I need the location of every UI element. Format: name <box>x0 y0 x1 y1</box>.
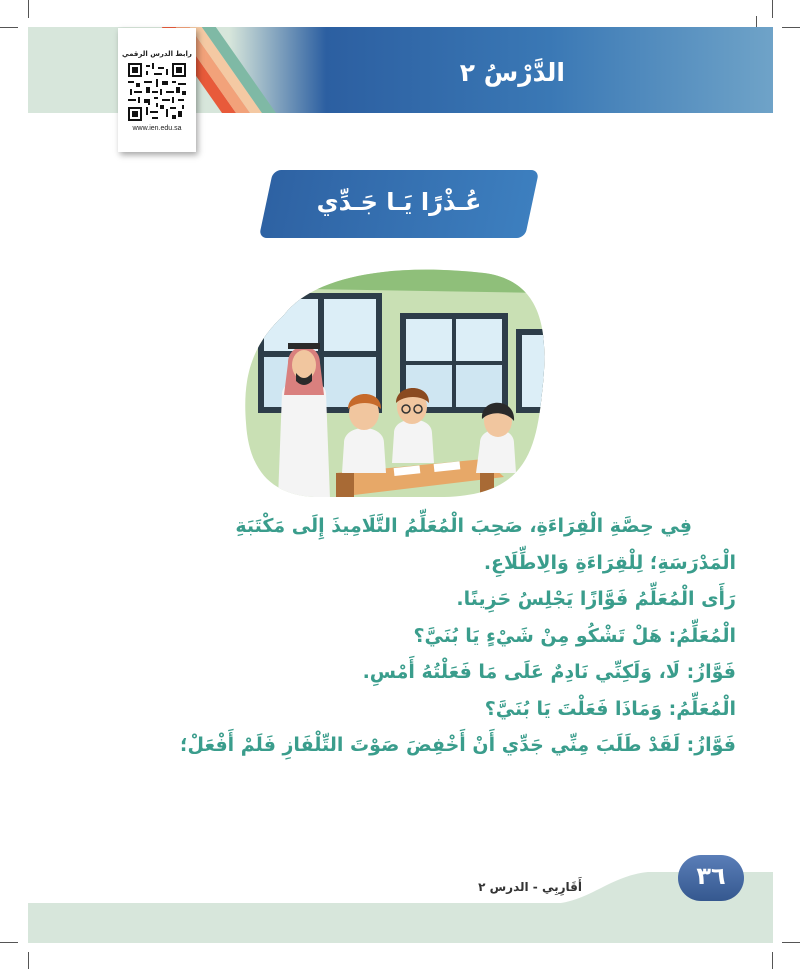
story-line: الْمَدْرَسَةِ؛ لِلْقِرَاءَةِ وَالِاطِّلَاعِ. <box>483 551 736 574</box>
lesson-title: عُـذْرًا يَـا جَـدِّي <box>316 188 482 216</box>
crop-mark <box>0 942 18 943</box>
crop-mark <box>28 952 29 969</box>
classroom-illustration <box>244 263 546 499</box>
crop-mark <box>28 0 29 18</box>
story-line: فَوَّازُ: لَا، وَلَكِنِّي نَادِمٌ عَلَى مَا فَعَلْتُهُ أَمْسِ. <box>362 661 736 683</box>
qr-code-icon[interactable] <box>128 63 186 121</box>
crop-mark <box>782 942 800 943</box>
crop-mark <box>772 952 773 969</box>
student-figure <box>342 394 386 473</box>
crop-mark <box>782 27 800 28</box>
story-text <box>40 508 736 764</box>
story-line: رَأَى الْمُعَلِّمُ فَوَّازًا يَجْلِسُ حَزِينًا. <box>456 588 736 610</box>
student-figure <box>392 388 434 463</box>
qr-url-link[interactable]: www.ien.edu.sa <box>132 125 182 132</box>
crop-mark <box>772 0 773 18</box>
story-line: فِي حِصَّةِ الْقِرَاءَةِ، صَحِبَ الْمُعَلِّمُ التَّلَامِيذَ إِلَى مَكْتَبَةِ <box>235 515 692 537</box>
story-line: فَوَّازُ: لَقَدْ طَلَبَ مِنِّي جَدِّي أَنْ أَخْفِضَ صَوْتَ التِّلْفَازِ فَلَمْ أَفْعَلْ؛ <box>179 734 736 756</box>
story-line: الْمُعَلِّمُ: وَمَاذَا فَعَلْتَ يَا بُنَيَّ؟ <box>484 697 736 720</box>
window-icon <box>516 329 546 413</box>
crop-mark <box>0 27 18 28</box>
qr-caption: رابط الدرس الرقمي <box>122 50 192 58</box>
story-line: الْمُعَلِّمُ: هَلْ تَشْكُو مِنْ شَيْءٍ يَا بُنَيَّ؟ <box>413 624 736 647</box>
footer-label: أَقَارِبِي - الدرس ٢ <box>478 880 582 894</box>
footer-curve <box>28 866 773 906</box>
footer-band <box>28 903 773 943</box>
page-number: ٣٦ <box>696 862 726 890</box>
qr-card[interactable] <box>118 28 196 152</box>
lesson-number: الدَّرْسُ ٢ <box>459 58 565 87</box>
